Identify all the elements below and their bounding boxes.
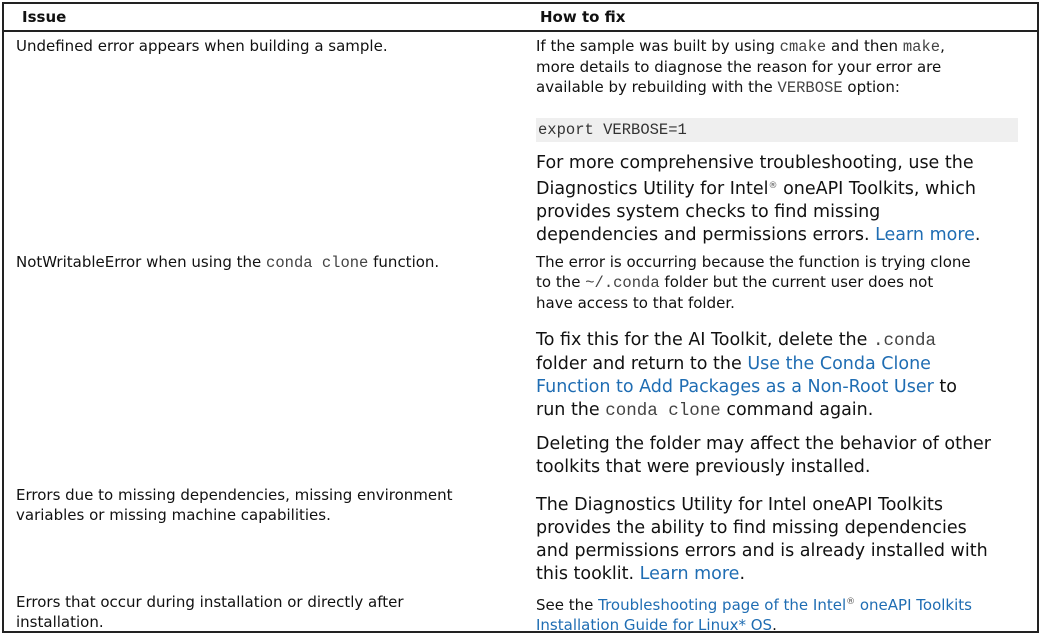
text: Errors that occur during installation or directly after (16, 593, 404, 611)
fix-paragraph (536, 329, 1026, 423)
text: provides system checks to find missing (536, 202, 881, 222)
text: this tooklit. (536, 564, 640, 584)
registered-mark: ® (846, 597, 856, 607)
link-text[interactable]: Function to Add Packages as a Non-Root User (536, 377, 934, 397)
text: provides the ability to find missing dependencies (536, 518, 967, 538)
text: function. (368, 253, 440, 271)
text: and then (826, 37, 903, 55)
troubleshooting-table (2, 2, 1039, 633)
text: Diagnostics Utility for Intel (536, 179, 769, 199)
text: installation. (16, 613, 104, 631)
text: available by rebuilding with the (536, 78, 778, 96)
learn-more-link[interactable]: Learn more (639, 564, 740, 584)
fix-paragraph (536, 252, 1026, 313)
text: For more comprehensive troubleshooting, use the (536, 153, 974, 173)
text: run the (536, 400, 606, 420)
issue-cell-undefined-error (16, 36, 516, 56)
link-text[interactable]: Use the Conda Clone (747, 354, 931, 374)
text: toolkits that were previously installed. (536, 457, 871, 477)
fix-cell-diagnostics (536, 152, 1026, 247)
text: oneAPI Toolkits, which (777, 179, 976, 199)
code-conda-folder: ~/.conda (585, 274, 660, 292)
code-make: make (902, 38, 941, 56)
text: Deleting the folder may affect the behavior of other (536, 434, 991, 454)
text: The Diagnostics Utility for Intel oneAPI Toolkits (536, 495, 943, 515)
code-cmake: cmake (779, 38, 827, 56)
link-text[interactable]: Installation Guide for Linux* OS (536, 616, 773, 634)
text: To fix this for the AI Toolkit, delete the (536, 330, 873, 350)
link-text[interactable]: oneAPI Toolkits (855, 596, 972, 614)
text: option: (842, 78, 900, 96)
fix-cell-delete-conda (536, 329, 1026, 423)
text: to the (536, 273, 586, 291)
text: , (940, 37, 945, 55)
text: variables or missing machine capabilities. (16, 506, 331, 524)
text: folder and return to the (536, 354, 748, 374)
text: command again. (720, 400, 874, 420)
fix-paragraph (536, 494, 1026, 586)
fix-paragraph (536, 36, 1026, 98)
fix-paragraph (536, 592, 1026, 635)
learn-more-link[interactable]: Learn more (875, 225, 975, 245)
code-block-export-verbose: export VERBOSE=1 (536, 118, 1018, 142)
text: have access to that folder. (536, 294, 735, 312)
fix-cell-installation-errors (536, 592, 1026, 635)
fix-paragraph (536, 433, 1026, 479)
fix-cell-undefined-error (536, 36, 1026, 98)
fix-cell-not-writable (536, 252, 1026, 313)
issue-cell-missing-deps (16, 485, 516, 525)
text: dependencies and permissions errors. (536, 225, 876, 245)
code-conda-dir: .conda (872, 331, 936, 351)
fix-cell-deleting-warning (536, 433, 1026, 479)
fix-paragraph (536, 152, 1026, 247)
code-conda-clone: conda clone (605, 401, 721, 421)
text: . (974, 225, 981, 245)
text: and permissions errors and is already installed with (536, 541, 988, 561)
text: Errors due to missing dependencies, missing environment (16, 486, 453, 504)
text: . (739, 564, 746, 584)
text: The error is occurring because the function is trying clone (536, 253, 971, 271)
code-verbose: VERBOSE (777, 79, 843, 97)
link-text[interactable]: Troubleshooting page of the Intel (598, 596, 847, 614)
text: If the sample was built by using (536, 37, 780, 55)
text: See the (536, 596, 599, 614)
text: more details to diagnose the reason for your error are (536, 58, 942, 76)
issue-cell-installation-errors (16, 592, 516, 632)
text: NotWritableError when using the (16, 253, 267, 271)
issue-cell-not-writable (16, 252, 516, 273)
troubleshooting-guide-link[interactable] (536, 596, 972, 634)
table-header (4, 4, 1037, 32)
column-header-issue: Issue (22, 8, 67, 26)
registered-mark: ® (768, 181, 778, 191)
fix-cell-missing-deps (536, 494, 1026, 586)
text: to (933, 377, 957, 397)
text: folder but the current user does not (659, 273, 934, 291)
issue-text: Undefined error appears when building a sample. (16, 37, 388, 55)
column-header-how-to-fix: How to fix (540, 8, 626, 26)
text: . (772, 616, 777, 634)
code-conda-clone: conda clone (266, 254, 369, 272)
